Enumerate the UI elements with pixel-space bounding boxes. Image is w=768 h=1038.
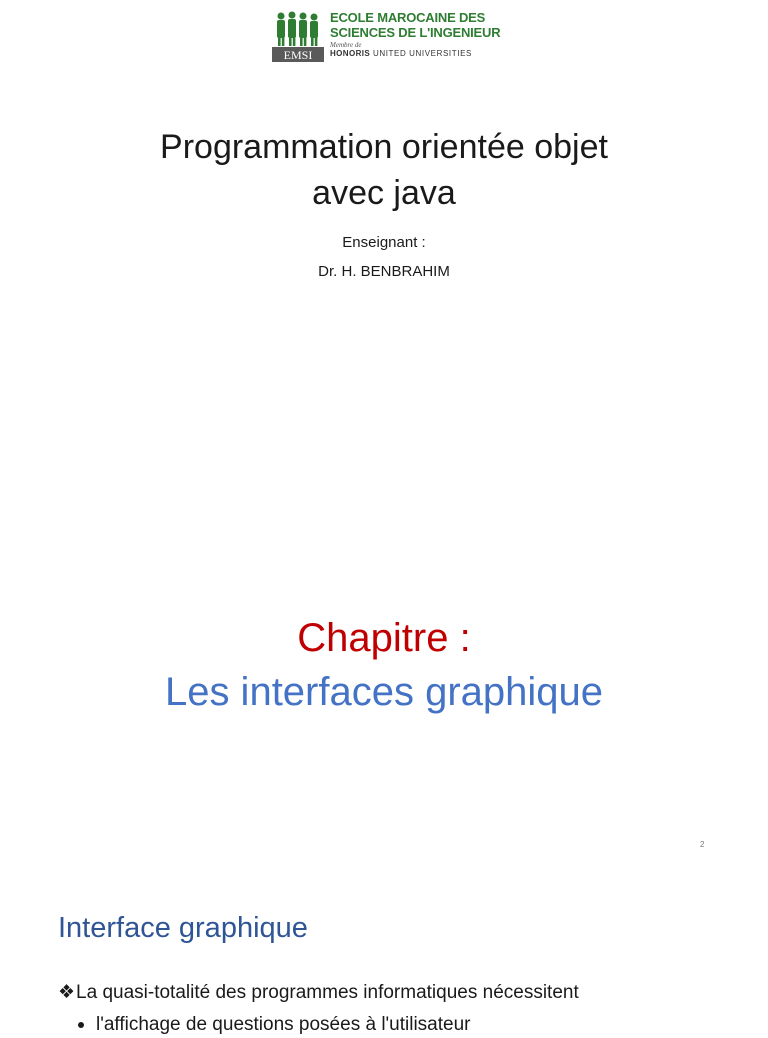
svg-text:EMSI: EMSI (283, 48, 313, 62)
bullet-item (58, 980, 579, 1006)
logo-united: UNITED UNIVERSITIES (372, 49, 472, 58)
dot-bullet-icon (78, 1022, 84, 1028)
chapter-title: Les interfaces graphique (164, 670, 604, 714)
title-slide (0, 0, 768, 298)
teacher-name: Dr. H. BENBRAHIM (318, 263, 450, 280)
course-title (0, 124, 768, 216)
emsi-logo (272, 10, 501, 64)
course-title-line-1: Programmation orientée objet (160, 128, 608, 166)
logo-wordmark (330, 10, 501, 59)
page-number: 2 (700, 840, 705, 849)
logo-honoris-line (330, 49, 498, 59)
content-slide (0, 892, 768, 1035)
chapter-slide (0, 592, 768, 862)
bullet-text: La quasi-totalité des programmes informatiques nécessitent (76, 982, 579, 1003)
logo-member-of: Membre de (330, 41, 362, 49)
teacher-block (0, 228, 768, 286)
section-title: Interface graphique (58, 912, 308, 944)
teacher-label: Enseignant : (342, 234, 426, 251)
chapter-label: Chapitre : (297, 616, 471, 660)
emsi-emblem-icon (272, 10, 324, 62)
sub-bullet-item (78, 1012, 470, 1038)
logo-line-2: SCIENCES DE L'INGENIEUR (330, 25, 501, 40)
logo-line-1: ECOLE MAROCAINE DES (330, 10, 486, 25)
sub-bullet-text: l'affichage de questions posées à l'utilisateur (96, 1014, 471, 1035)
course-title-line-2: avec java (312, 174, 456, 212)
diamond-bullet-icon: ❖ (58, 982, 76, 1003)
logo-honoris: HONORIS (330, 49, 371, 58)
